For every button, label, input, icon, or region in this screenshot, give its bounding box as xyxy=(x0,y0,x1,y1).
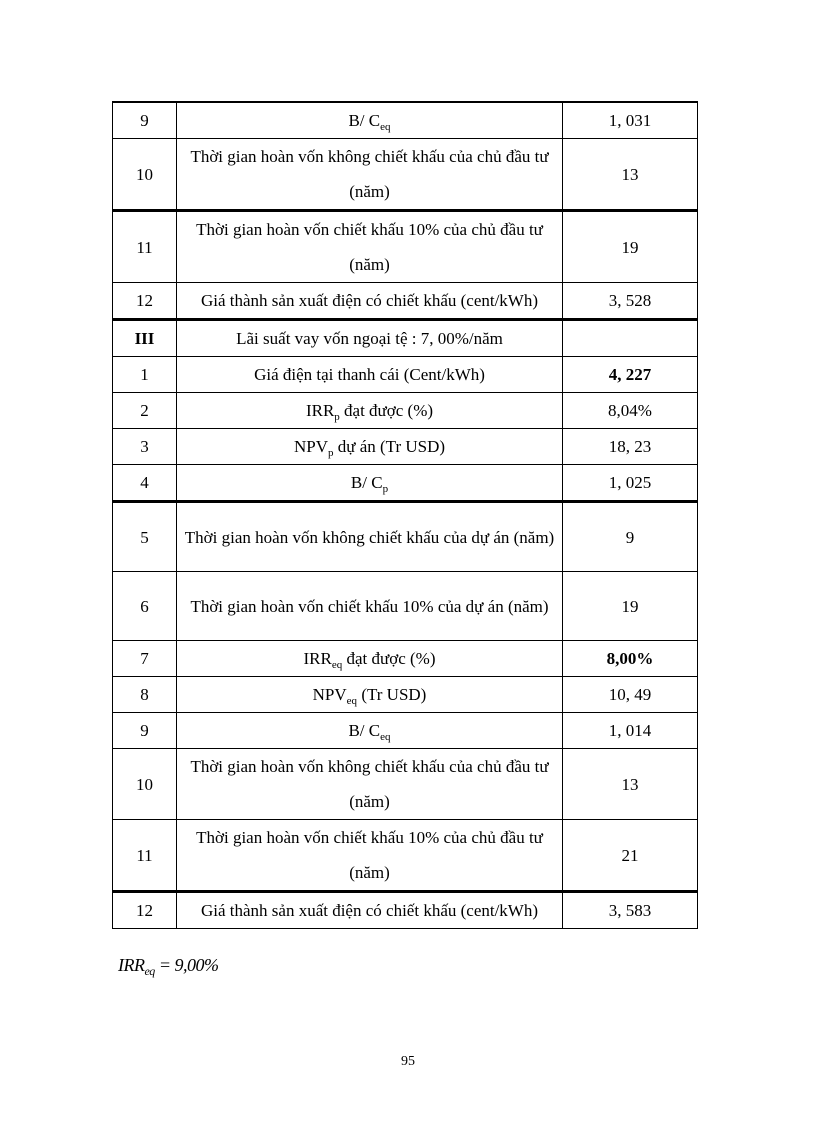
row-number: 12 xyxy=(113,892,177,929)
row-value: 3, 528 xyxy=(563,283,698,320)
row-number: 10 xyxy=(113,139,177,211)
row-number: 11 xyxy=(113,820,177,892)
row-value: 1, 031 xyxy=(563,102,698,139)
table-row xyxy=(113,429,698,465)
row-description: $IRR_{eq}$ đạt được (%) xyxy=(177,641,563,677)
table-row xyxy=(113,211,698,283)
row-description: Thời gian hoàn vốn chiết khấu 10% của dự án (năm) xyxy=(177,572,563,641)
row-number: 6 xyxy=(113,572,177,641)
row-value: 13 xyxy=(563,139,698,211)
table-row xyxy=(113,749,698,820)
page-number: 95 xyxy=(401,1054,415,1069)
row-value: 19 xyxy=(563,572,698,641)
row-number: 3 xyxy=(113,429,177,465)
row-value: 1, 014 xyxy=(563,713,698,749)
table-row xyxy=(113,572,698,641)
row-description: Thời gian hoàn vốn chiết khấu 10% của chủ đầu tư (năm) xyxy=(177,820,563,892)
row-description: B/ $C_{eq}$ xyxy=(177,102,563,139)
section-title: Lãi suất vay vốn ngoại tệ : 7, 00%/năm xyxy=(177,320,563,357)
row-description: Giá thành sản xuất điện có chiết khấu (cent/kWh) xyxy=(177,892,563,929)
row-value: 19 xyxy=(563,211,698,283)
table-row xyxy=(113,641,698,677)
row-value: 21 xyxy=(563,820,698,892)
row-description: B/ $C_{eq}$ xyxy=(177,713,563,749)
section-header-row xyxy=(113,320,698,357)
row-value: 8,04% xyxy=(563,393,698,429)
results-table xyxy=(112,101,698,929)
row-number: 11 xyxy=(113,211,177,283)
table-row xyxy=(113,102,698,139)
row-description: Giá thành sản xuất điện có chiết khấu (cent/kWh) xyxy=(177,283,563,320)
row-number: 9 xyxy=(113,102,177,139)
irr-formula: $IRR_{eq} = 9,00\%$ xyxy=(118,955,219,978)
row-value: 10, 49 xyxy=(563,677,698,713)
row-description: Thời gian hoàn vốn chiết khấu 10% của chủ đầu tư (năm) xyxy=(177,211,563,283)
table-row xyxy=(113,139,698,211)
row-number: 9 xyxy=(113,713,177,749)
table-row xyxy=(113,357,698,393)
row-number: 1 xyxy=(113,357,177,393)
row-number: 10 xyxy=(113,749,177,820)
row-value: 4, 227 xyxy=(563,357,698,393)
row-description: $NPV_{eq}$ (Tr USD) xyxy=(177,677,563,713)
table-row xyxy=(113,820,698,892)
table-row xyxy=(113,393,698,429)
table-row xyxy=(113,502,698,572)
row-value: 18, 23 xyxy=(563,429,698,465)
row-number: 5 xyxy=(113,502,177,572)
row-number: 12 xyxy=(113,283,177,320)
row-description: B/ $C_p$ xyxy=(177,465,563,502)
row-description: $IRR_p$ đạt được (%) xyxy=(177,393,563,429)
row-number: 2 xyxy=(113,393,177,429)
row-value xyxy=(563,320,698,357)
table-row xyxy=(113,892,698,929)
row-value: 9 xyxy=(563,502,698,572)
row-number: 8 xyxy=(113,677,177,713)
table-row xyxy=(113,677,698,713)
table-row xyxy=(113,713,698,749)
row-description: Thời gian hoàn vốn không chiết khấu của chủ đầu tư (năm) xyxy=(177,139,563,211)
row-number: 4 xyxy=(113,465,177,502)
row-description: Thời gian hoàn vốn không chiết khấu của dự án (năm) xyxy=(177,502,563,572)
section-number: III xyxy=(113,320,177,357)
row-description: $NPV_p$ dự án (Tr USD) xyxy=(177,429,563,465)
row-value: 8,00% xyxy=(563,641,698,677)
row-value: 13 xyxy=(563,749,698,820)
row-description: Giá điện tại thanh cái (Cent/kWh) xyxy=(177,357,563,393)
row-value: 3, 583 xyxy=(563,892,698,929)
row-description: Thời gian hoàn vốn không chiết khấu của chủ đầu tư (năm) xyxy=(177,749,563,820)
row-value: 1, 025 xyxy=(563,465,698,502)
table-row xyxy=(113,465,698,502)
row-number: 7 xyxy=(113,641,177,677)
table-row xyxy=(113,283,698,320)
